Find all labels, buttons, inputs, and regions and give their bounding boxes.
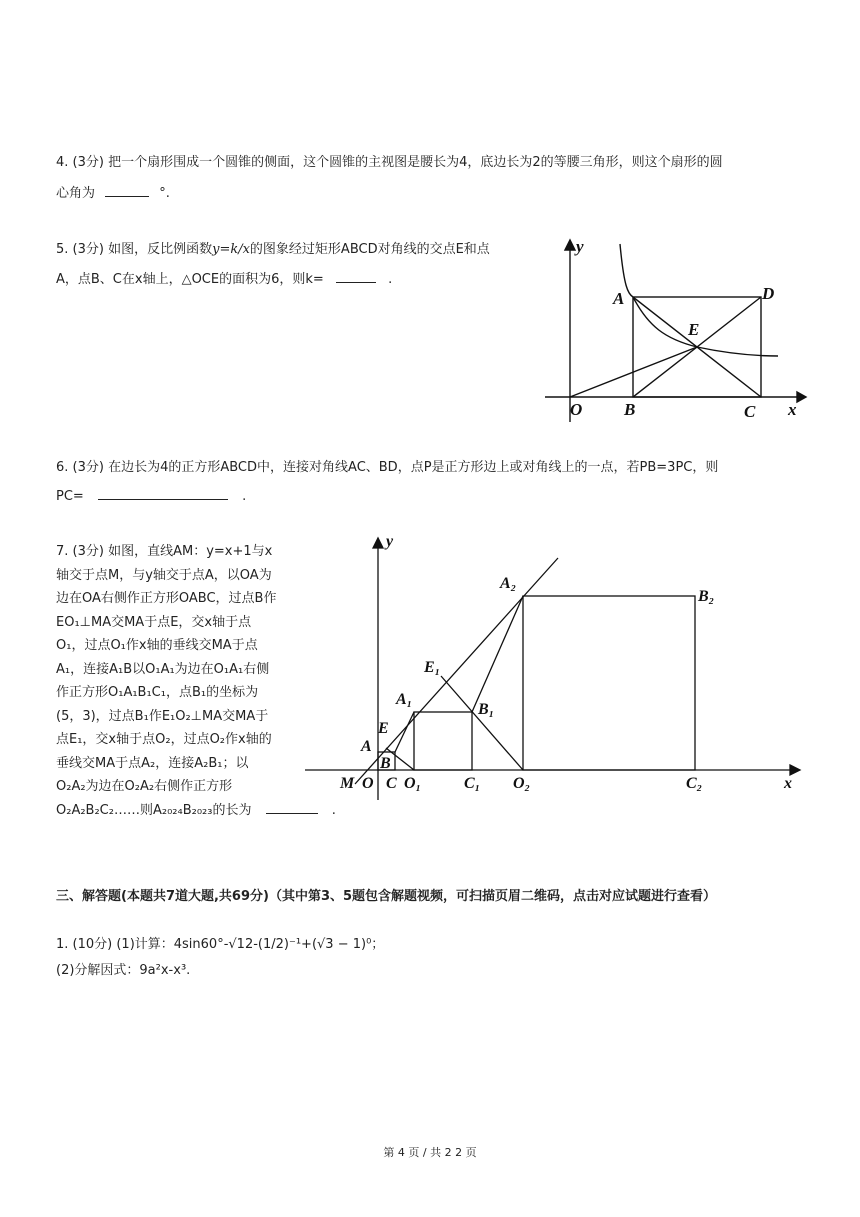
q5-label-y: y: [576, 237, 584, 256]
q5-line1: [56, 240, 490, 260]
q7-line-5: O₁，过点O₁作x轴的垂线交MA于点: [56, 638, 258, 653]
q7-label-e: E: [378, 720, 389, 737]
q4-line2: [56, 184, 170, 204]
q5-label-e: E: [688, 320, 700, 339]
q7-line-2: 轴交于点M，与y轴交于点A，以OA为: [56, 567, 272, 583]
q6-answer-blank: [98, 487, 228, 500]
q7-line-6: A₁，连接A₁B以O₁A₁为边在O₁A₁右侧: [56, 661, 270, 677]
q5-label-x: x: [788, 400, 797, 419]
q5-y-arrow: [565, 240, 575, 250]
q7-label-x: x: [784, 775, 792, 792]
q7-label-c2: C₂: [686, 775, 703, 792]
q5-label-d: D: [762, 284, 775, 303]
q7-label-b2: B₂: [698, 588, 715, 605]
p1-line2: (2)分解因式：9a²x-x³.: [56, 963, 191, 978]
q7-label-a2: A₂: [500, 575, 517, 592]
q7-label-o1: O₁: [404, 775, 422, 792]
q5-label-a: A: [613, 289, 625, 308]
q7-line-a2b1: [472, 596, 523, 712]
q7-line-12: [56, 799, 336, 823]
p1-line1: 1. (10分) (1)计算：4sin60°-√12-(1/2)⁻¹+(√3 − 1)⁰；: [56, 937, 385, 952]
q7-line-a1b: [395, 712, 414, 752]
q7-line-3: 边在OA右侧作正方形OABC，过点B作: [56, 591, 277, 606]
q7-figure: [300, 530, 810, 805]
q7-label-c1: C₁: [464, 775, 481, 792]
q4-answer-blank: [105, 184, 149, 197]
q5-label-c: C: [744, 402, 756, 421]
q7-label-y: y: [386, 533, 394, 550]
q5-formula: y=k/x: [212, 242, 250, 257]
q7-label-a: A: [361, 738, 372, 755]
q5-line2-end: .: [388, 272, 393, 287]
q7-line-11: O₂A₂为边在O₂A₂右侧作正方形: [56, 779, 233, 794]
q5-label-o: O: [570, 400, 583, 419]
q6-line2-end: .: [242, 489, 247, 504]
q6-line2-text: PC=: [56, 489, 84, 504]
q7-label-a1: A₁: [396, 691, 413, 708]
q7-label-b: B: [380, 755, 391, 772]
q5-label-b: B: [624, 400, 636, 419]
q7-label-m: M: [340, 775, 355, 792]
q5-figure: [540, 232, 820, 427]
q4-unit: °.: [159, 186, 170, 201]
q7-square-1: [414, 712, 472, 770]
q7-line-1: 7. (3分) 如图，直线AM：y=x+1与x: [56, 544, 273, 559]
q5-answer-blank: [336, 270, 376, 283]
q7-label-b1: B₁: [478, 701, 495, 718]
q7-end: .: [331, 802, 336, 818]
q7-y-arrow: [373, 538, 383, 548]
q7-label-o: O: [362, 775, 374, 792]
q4-line1: 4. (3分) 把一个扇形围成一个圆锥的侧面，这个圆锥的主视图是腰长为4，底边长为2的等腰三角形，则这个扇形的圆: [56, 155, 723, 170]
q7-line-9: 点E₁，交x轴于点O₂，过点O₂作x轴的: [56, 732, 272, 747]
q7-line-8: (5，3)，过点B₁作E₁O₂⊥MA交MA于: [56, 708, 269, 724]
q5-line2-a: A，点B、C在x轴上，△OCE的面积为6，则k=: [56, 272, 324, 287]
q7-line-am: [355, 558, 558, 784]
q5-line2: [56, 270, 392, 290]
q5-line1-a: 5. (3分) 如图，反比例函数: [56, 242, 213, 257]
q7-x-arrow: [790, 765, 800, 775]
q7-square-2: [523, 596, 695, 770]
q7-text: [56, 540, 336, 822]
q5-hyperbola: [620, 244, 778, 356]
page-footer: 第 4 页 / 共 2 2 页: [383, 1146, 477, 1159]
q7-line-10: 垂线交MA于点A₂，连接A₂B₁；以: [56, 755, 249, 771]
q5-line1-b: 的图象经过矩形ABCD对角线的交点E和点: [249, 242, 490, 257]
q7-line-12-text: O₂A₂B₂C₂……则A₂₀₂₄B₂₀₂₃的长为: [56, 802, 252, 818]
q7-line-4: EO₁⊥MA交MA于点E，交x轴于点: [56, 614, 252, 630]
q5-x-arrow: [797, 392, 806, 402]
q7-label-c: C: [386, 775, 397, 792]
q6-line1: 6. (3分) 在边长为4的正方形ABCD中，连接对角线AC、BD，点P是正方形边上或对角线上的一点，若PB=3PC，则: [56, 460, 719, 475]
q7-label-e1: E₁: [424, 659, 441, 676]
q7-label-o2: O₂: [513, 775, 531, 792]
section-heading: 三、解答题(本题共7道大题,共69分)（其中第3、5题包含解题视频，可扫描页眉二维码，点击对应试题进行查看）: [56, 889, 717, 904]
q4-line2-text: 心角为: [56, 186, 96, 201]
q6-line2: [56, 487, 246, 507]
q7-line-7: 作正方形O₁A₁B₁C₁，点B₁的坐标为: [56, 685, 259, 700]
